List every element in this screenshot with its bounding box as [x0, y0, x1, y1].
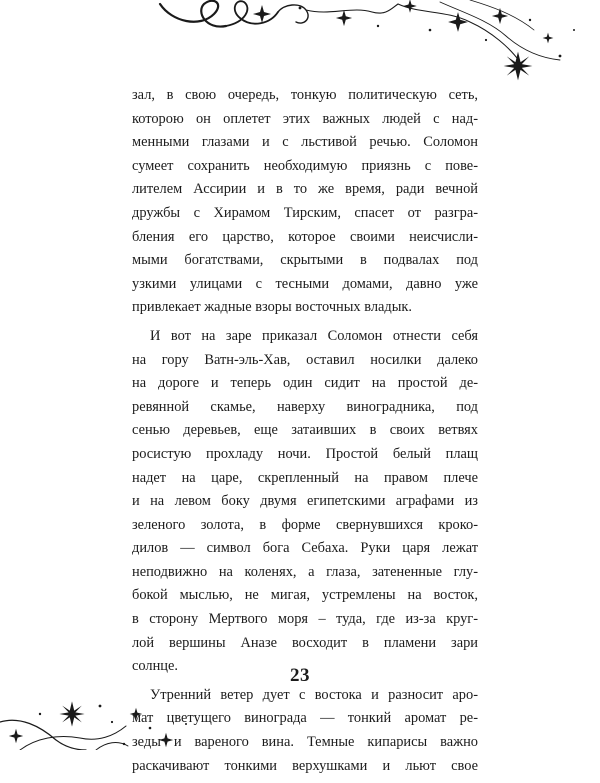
text-line: сенью деревьев, еще затаивших в своих ветвях [132, 422, 478, 439]
star-icon [504, 52, 533, 81]
text-line: солнце. [132, 658, 178, 675]
text-line: И вот на заре приказал Соломон отнести себя [150, 327, 478, 344]
text-line: на гору Ватн-эль-Хав, оставил носилки далеко [132, 351, 478, 368]
page-number: 23 [290, 665, 310, 686]
text-line: привлекает жадные взоры восточных владык. [132, 299, 412, 316]
text-line: сумеет сохранить необходимую приязнь с пове- [132, 157, 478, 174]
paragraph-2 [132, 325, 478, 679]
text-line: которою он оплетет этих важных людей с над- [132, 110, 478, 127]
star-icon [336, 10, 352, 26]
text-line: узкими улицами с тесными домами, давно уже [132, 275, 478, 292]
text-line: менными глазами и с льстивой речью. Соломон [132, 134, 478, 151]
star-icon [403, 0, 417, 13]
star-icon [492, 8, 508, 24]
text-line: зеды и вареного вина. Темные кипарисы важно [132, 734, 478, 751]
text-line: неподвижно на коленях, а глаза, затененные глу- [132, 563, 478, 580]
text-line: надет на царе, скрепленный на правом плече [132, 469, 478, 486]
text-line: дилов — символ бога Себаха. Руки царя лежат [132, 540, 478, 557]
paragraph-3 [132, 684, 478, 778]
text-line: ревянной скамье, наверху виноградника, под [132, 398, 478, 415]
star-icon [59, 701, 84, 726]
text-line: бления его царство, которое своими неисчисли- [132, 228, 478, 245]
text-line: дружбы с Хирамом Тирским, спасет от разгра- [132, 204, 478, 221]
paragraph-1 [132, 84, 478, 320]
text-line: и на левом боку двумя египетскими аграфами из [132, 493, 478, 510]
star-icon [9, 729, 23, 743]
star-icon [543, 33, 554, 44]
text-line: зеленого золота, в форме свернувшихся кроко- [132, 516, 478, 533]
text-line: лителем Ассирии и в то же время, ради вечной [132, 181, 478, 198]
top-star-cluster [253, 0, 575, 80]
text-line: на дороге и теперь один сидит на простой де- [132, 375, 478, 392]
text-line: зал, в свою очередь, тонкую политическую сеть, [132, 87, 478, 103]
text-line: в сторону Мертвого моря – туда, где из-за круг- [132, 611, 478, 628]
text-line: раскачивают тонкими верхушками и льют свое [132, 757, 478, 774]
text-line: лой вершины Аназе восходит в пламени зари [132, 634, 478, 651]
text-line: мат цветущего винограда — тонкий аромат ре- [132, 710, 478, 727]
text-line: бокой мыслью, не мигая, устремлены на восток, [132, 587, 478, 604]
text-line: росистую прохладу ночи. Простой белый плащ [132, 445, 478, 462]
text-line: мыми богатствами, скрытыми в подвалах под [132, 252, 478, 269]
text-line: Утренний ветер дует с востока и разносит аро- [150, 686, 478, 703]
